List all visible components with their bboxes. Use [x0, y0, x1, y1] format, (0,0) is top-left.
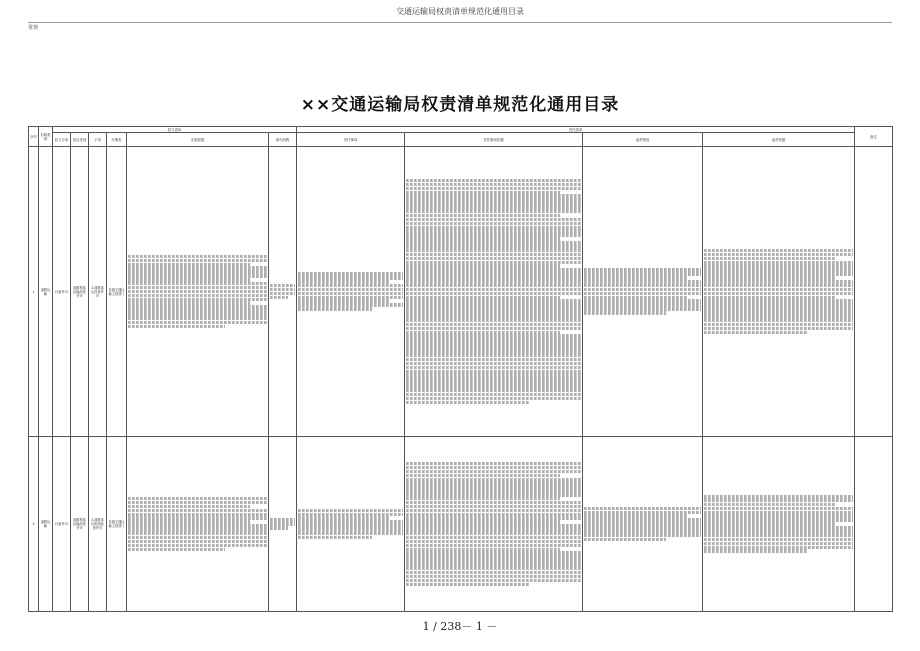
cell-no: 2 — [29, 437, 39, 612]
cell-duty-dense-text — [297, 147, 405, 437]
cell-agency — [269, 437, 297, 612]
col-header-remark: 备注 — [855, 127, 893, 147]
cell-duty-basis-dense-text — [405, 147, 583, 437]
col-header-item: 项目类别 — [71, 133, 89, 147]
col-header-basis: 实施依据 — [127, 133, 269, 147]
cell-remark — [855, 437, 893, 612]
cell-sub: 1.道路客运经营许可 — [89, 147, 107, 437]
col-header-category: 权力分类 — [53, 133, 71, 147]
cell-duty-basis-dense-text — [405, 437, 583, 612]
cell-handler: 县级交通运输主管部门 — [107, 147, 127, 437]
cell-item: 道路旅客运输经营许可 — [71, 437, 89, 612]
col-header-handler-type: 办理类 — [107, 133, 127, 147]
cell-duty-dense-text — [297, 437, 405, 612]
cell-accountability-basis-dense-text — [703, 147, 855, 437]
cell-category: 行政许可 — [53, 147, 71, 437]
group-header-power: 权力清单 — [53, 127, 297, 133]
table-row — [29, 437, 893, 612]
cell-sub: 2.道路客运班线经营许可 — [89, 437, 107, 612]
table-row — [29, 147, 893, 437]
power-responsibility-table — [28, 126, 893, 612]
cell-accountability-dense-text — [583, 437, 703, 612]
cell-agency — [269, 147, 297, 437]
group-header-responsibility: 责任清单 — [297, 127, 855, 133]
cell-name: 道路运输 — [39, 147, 53, 437]
col-header-agency: 承办机构 — [269, 133, 297, 147]
col-header-accountability: 追责情形 — [583, 133, 703, 147]
cell-accountability-dense-text — [583, 147, 703, 437]
cell-basis-dense-text — [127, 437, 269, 612]
header-divider — [28, 22, 892, 23]
col-header-duty-basis: 责任事项依据 — [405, 133, 583, 147]
col-header-sub: 子项 — [89, 133, 107, 147]
cell-item: 道路旅客运输经营许可 — [71, 147, 89, 437]
cell-name: 道路运输 — [39, 437, 53, 612]
cell-accountability-basis-dense-text — [703, 437, 855, 612]
cell-basis-dense-text — [127, 147, 269, 437]
col-header-name: 名称类别 — [39, 127, 53, 147]
cell-no: 1 — [29, 147, 39, 437]
section-label: 常规 — [28, 25, 39, 31]
cell-handler: 县级交通运输主管部门 — [107, 437, 127, 612]
cell-remark — [855, 147, 893, 437]
document-title: ××交通运输局权责清单规范化通用目录 — [300, 95, 620, 115]
col-header-accountability-basis: 追责依据 — [703, 133, 855, 147]
col-header-no: 序号 — [29, 127, 39, 147]
col-header-duty: 责任事项 — [297, 133, 405, 147]
dense-text-block — [128, 255, 267, 329]
page-number: 1 / 238－ 1 － — [422, 620, 498, 633]
cell-category: 行政许可 — [53, 437, 71, 612]
running-header: 交通运输局权责清单规范化通用目录 — [396, 7, 524, 16]
